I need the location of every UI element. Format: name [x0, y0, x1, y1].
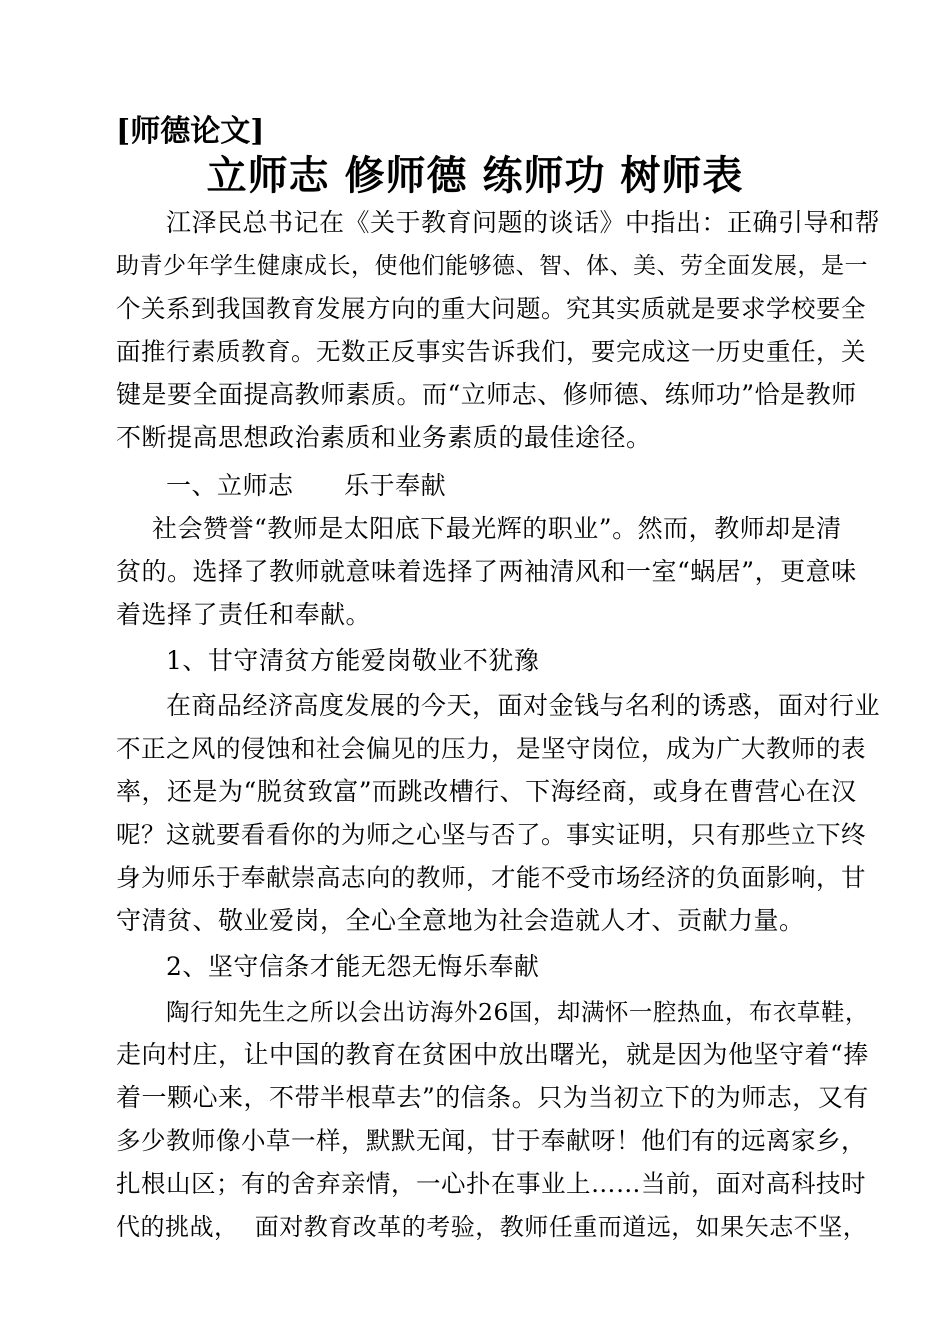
body-line: 身为师乐于奉献崇高志向的教师，才能不受市场经济的负面影响，甘 [116, 863, 866, 892]
subsection-heading: 2、坚守信条才能无怨无悔乐奉献 [166, 952, 540, 981]
body-line: 贫的。选择了教师就意味着选择了两袖清风和一室“蜗居”，更意味 [116, 557, 857, 586]
body-line: 不断提高思想政治素质和业务素质的最佳途径。 [116, 423, 652, 452]
section-heading: 一、立师志 乐于奉献 [166, 471, 447, 500]
body-line: 助青少年学生健康成长，使他们能够德、智、体、美、劳全面发展，是一 [116, 253, 868, 279]
article-title: 立师志 修师德 练师功 树师表 [206, 152, 744, 199]
article-category-tag: [师德论文] [116, 114, 265, 149]
subsection-heading: 1、甘守清贫方能爱岗敬业不犹豫 [166, 646, 540, 675]
body-line: 率，还是为“脱贫致富”而跳改槽行、下海经商，或身在曹营心在汉 [116, 777, 857, 806]
body-line: 社会赞誉“教师是太阳底下最光辉的职业”。然而，教师却是清 [152, 514, 842, 543]
body-line: 陶行知先生之所以会出访海外26国，却满怀一腔热血，布衣草鞋， [166, 998, 869, 1026]
body-line: 代的挑战， 面对教育改革的考验，教师任重而道远，如果矢志不坚， [116, 1213, 868, 1241]
body-line: 走向村庄，让中国的教育在贫困中放出曙光，就是因为他坚守着“捧 [116, 1040, 869, 1069]
body-line: 键是要全面提高教师素质。而“立师志、修师德、练师功”恰是教师 [116, 380, 857, 409]
body-line: 江泽民总书记在《关于教育问题的谈话》中指出：正确引导和帮 [166, 208, 881, 237]
body-line: 呢？这就要看看你的为师之心坚与否了。事实证明，只有那些立下终 [116, 820, 866, 849]
body-line: 多少教师像小草一样，默默无闻，甘于奉献呀！他们有的远离家乡， [116, 1126, 866, 1155]
body-line: 守清贫、敬业爱岗，全心全意地为社会造就人才、贡献力量。 [116, 906, 805, 935]
body-line: 着选择了责任和奉献。 [116, 600, 372, 629]
body-line: 在商品经济高度发展的今天，面对金钱与名利的诱惑，面对行业 [166, 691, 881, 720]
body-line: 不正之风的侵蚀和社会偏见的压力，是坚守岗位，成为广大教师的表 [116, 734, 866, 763]
body-line: 个关系到我国教育发展方向的重大问题。究其实质就是要求学校要全 [116, 294, 866, 323]
body-line: 着一颗心来，不带半根草去”的信条。只为当初立下的为师志，又有 [116, 1083, 869, 1112]
body-line: 面推行素质教育。无数正反事实告诉我们，要完成这一历史重任，关 [116, 337, 866, 366]
body-line: 扎根山区；有的舍弃亲情，一心扑在事业上……当前，面对高科技时 [116, 1169, 866, 1198]
